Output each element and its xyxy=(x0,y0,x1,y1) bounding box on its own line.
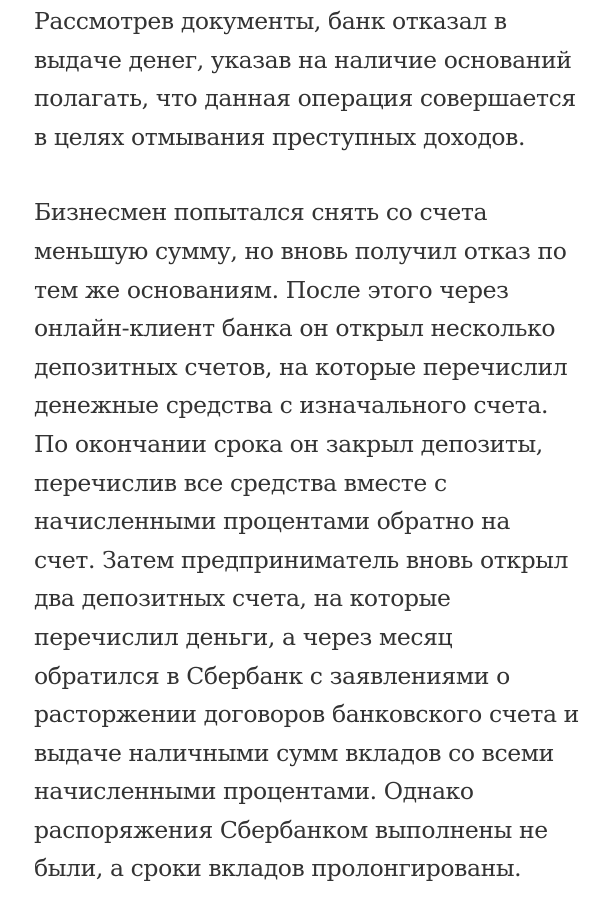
text-line: депозитных счетов, на которые перечислил xyxy=(34,352,568,381)
text-line: счет. Затем предприниматель вновь открыл xyxy=(34,545,569,574)
text-line: начисленными процентами. Однако xyxy=(34,777,474,806)
text-line: По окончании срока он закрыл депозиты, xyxy=(34,429,543,458)
text-line: онлайн-клиент банка он открыл несколько xyxy=(34,314,556,343)
text-line: перечислив все средства вместе с xyxy=(34,468,447,497)
text-line: тем же основаниям. После этого через xyxy=(34,275,509,304)
text-line: были, а сроки вкладов пролонгированы. xyxy=(34,854,522,883)
text-line: перечислил деньги, а через месяц xyxy=(34,622,453,651)
paragraph-deposit-actions xyxy=(34,193,600,888)
text-line: распоряжения Сбербанком выполнены не xyxy=(34,815,548,844)
text-line: обратился в Сбербанк с заявлениями о xyxy=(34,661,510,690)
text-line: в целях отмывания преступных доходов. xyxy=(34,122,526,151)
text-line: выдаче наличными сумм вкладов со всеми xyxy=(34,738,554,767)
paragraph-bank-refusal xyxy=(34,0,600,156)
text-line: меньшую сумму, но вновь получил отказ по xyxy=(34,236,567,265)
text-line: Бизнесмен попытался снять со счета xyxy=(34,198,488,227)
text-line: расторжении договоров банковского счета и xyxy=(34,700,579,729)
text-line: полагать, что данная операция совершается xyxy=(34,84,576,113)
text-line: начисленными процентами обратно на xyxy=(34,507,510,536)
text-line: выдаче денег, указав на наличие оснований xyxy=(34,45,572,74)
text-line: денежные средства с изначального счета. xyxy=(34,391,549,420)
text-line: два депозитных счета, на которые xyxy=(34,584,451,613)
text-line: Рассмотрев документы, банк отказал в xyxy=(34,7,507,35)
